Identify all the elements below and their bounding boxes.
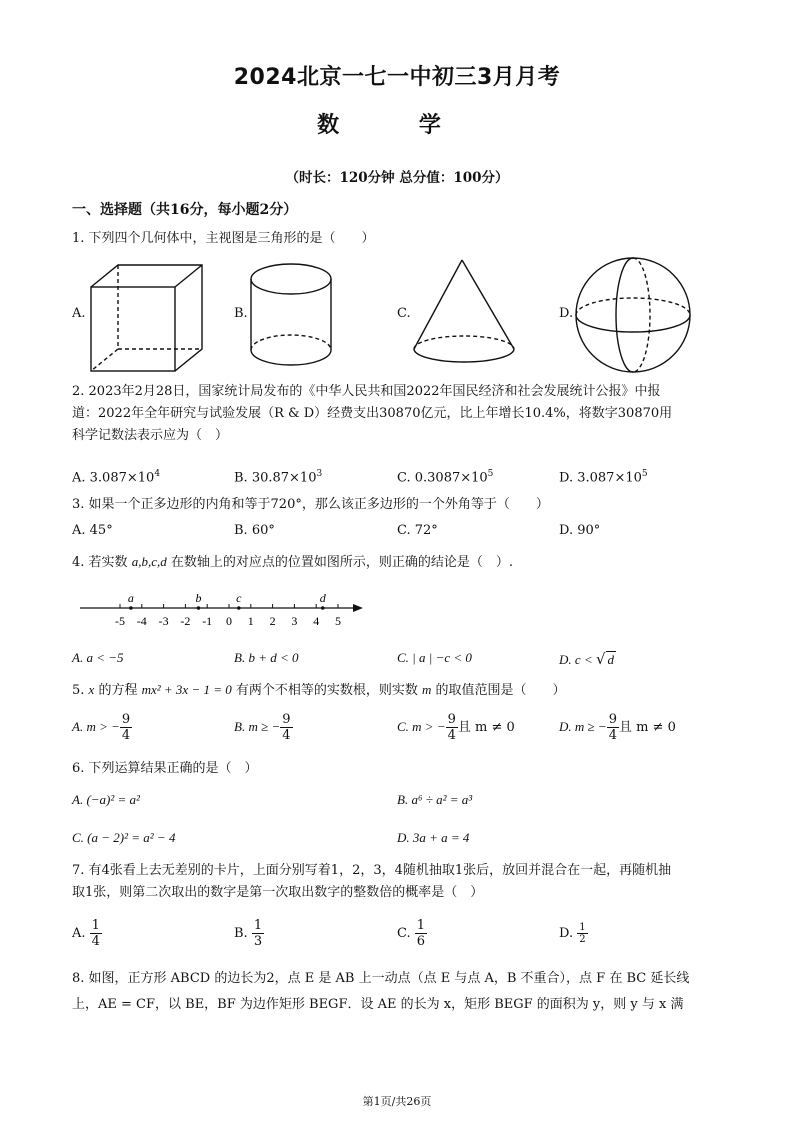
q6-option-c: C. (a − 2)² = a² − 4 (72, 830, 176, 845)
q7-stem (72, 860, 722, 904)
q4-option-a: A. a < −5 (72, 650, 124, 665)
number-line-point-label-b: b (195, 591, 202, 605)
q2-stem (72, 381, 722, 447)
number-line-point-b (197, 606, 201, 610)
cube-icon (88, 262, 218, 374)
exam-subject: 数 学 (317, 113, 477, 138)
number-line-tick-label: -5 (115, 614, 125, 628)
q6-option-d: D. 3a + a = 4 (397, 830, 470, 845)
q7-line1: 7. 有4张看上去无差别的卡片，上面分别写着1，2，3，4随机抽取1张后，放回并混合在一起，再随机抽 (72, 863, 672, 878)
q3-option-a: A. 45° (72, 523, 113, 538)
q8-line2: 上，AE = CF，以 BE，BF 为边作矩形 BEGF．设 AE 的长为 x，矩形 BEGF 的面积为 y，则 y 与 x 满 (72, 997, 684, 1012)
q2-option-a: A. $3.087\times 10^4$ (72, 469, 161, 486)
q3-option-b: B. 60° (234, 523, 275, 538)
number-line-tick-label: 4 (313, 614, 320, 628)
q1-option-c: C. (397, 306, 411, 321)
q5-option-c: C. m > − $\frac{9}{4}$ 且 m ≠ 0 (397, 712, 515, 743)
q5-option-d: D. m ≥ − $\frac{9}{4}$ 且 m ≠ 0 (559, 712, 676, 743)
q4-option-d: D. c < √ d (559, 650, 614, 668)
section-title: 一、选择题（共16分，每小题2分） (72, 202, 298, 218)
q5-option-b: B. m ≥ − $\frac{9}{4}$ (234, 712, 291, 743)
q5-stem: 5. x 的方程 mx² + 3x − 1 = 0 有两个不相等的实数根，则实数 m 的取值范围是（ ） (72, 682, 566, 698)
q7-option-d: D. $\frac{1}{2}$ (559, 922, 586, 945)
exam-title: 2024北京一七一中初三3月月考 (233, 65, 561, 90)
q7-option-b: B. $\frac{1}{3}$ (234, 918, 263, 949)
number-line-tick-label: -1 (202, 614, 213, 628)
number-line-tick-label: 0 (226, 614, 232, 628)
q7-line2: 取1张，则第二次取出的数字是第一次取出数字的整数倍的概率是（ ） (72, 885, 484, 900)
q1-option-b: B. (234, 306, 248, 321)
q6-option-b: B. a⁶ ÷ a² = a³ (397, 792, 473, 807)
q8-stem (72, 966, 722, 1018)
number-line-tick-label: 5 (335, 614, 341, 628)
number-line-tick-label: -4 (136, 614, 147, 628)
q2-option-d: D. $3.087\times 10^5$ (559, 469, 648, 486)
q2-line1: 2. 2023年2月28日，国家统计局发布的《中华人民共和国2022年国民经济和社会发展统计公报》中报 (72, 384, 661, 399)
number-line-tick-label: 1 (247, 614, 254, 628)
number-line-tick-label: -3 (158, 614, 169, 628)
q7-option-c: C. $\frac{1}{6}$ (397, 918, 426, 949)
q3-option-c: C. 72° (397, 523, 438, 538)
q3-option-d: D. 90° (559, 523, 601, 538)
q4-option-b: B. b + d < 0 (234, 650, 299, 665)
number-line-point-label-a: a (127, 591, 134, 605)
q2-option-c: C. $0.3087\times 10^5$ (397, 469, 494, 486)
q2-line3: 科学记数法表示应为（ ） (72, 428, 229, 443)
q8-line1: 8. 如图，正方形 ABCD 的边长为2，点 E 是 AB 上一动点（点 E 与点 A，B 不重合），点 F 在 BC 延长线 (72, 971, 690, 986)
number-line-point-label-d: d (319, 591, 326, 605)
exam-meta: （时长：120分钟 总分值：100分） (285, 170, 509, 186)
number-line-tick-label: -2 (180, 614, 191, 628)
cone-icon (412, 258, 518, 370)
number-line-point-label-c: c (236, 591, 242, 605)
q2-option-b: B. $30.87\times 10^3$ (234, 469, 323, 486)
q7-option-a: A. $\frac{1}{4}$ (72, 918, 100, 949)
cylinder-icon (250, 262, 334, 368)
q6-stem: 6. 下列运算结果正确的是（ ） (72, 761, 258, 776)
q2-line2: 道：2022年全年研究与试验发展（R & D）经费支出30870亿元，比上年增长10.4%，将数字30870用 (72, 406, 673, 421)
sphere-icon (574, 256, 694, 376)
q4-stem: 4. 若实数 a,b,c,d 在数轴上的对应点的位置如图所示，则正确的结论是（ ）. (72, 554, 513, 570)
q5-option-a: A. m > − $\frac{9}{4}$ (72, 712, 131, 743)
q1-option-a: A. (72, 306, 86, 321)
number-line-tick-label: 3 (291, 614, 298, 628)
number-line-point-d (321, 606, 325, 610)
page-footer: 第1页/共26页 (362, 1095, 432, 1108)
q6-option-a: A. (−a)² = a² (72, 792, 140, 807)
number-line-tick-label: 2 (269, 614, 276, 628)
number-line (80, 590, 370, 630)
number-line-point-a (129, 606, 133, 610)
number-line-point-c (237, 606, 241, 610)
q1-option-d: D. (559, 306, 574, 321)
q4-option-c: C. | a | −c < 0 (397, 650, 472, 665)
q3-stem: 3. 如果一个正多边形的内角和等于720°，那么该正多边形的一个外角等于（ ） (72, 497, 549, 512)
q1-stem: 1. 下列四个几何体中，主视图是三角形的是（ ） (72, 231, 375, 246)
